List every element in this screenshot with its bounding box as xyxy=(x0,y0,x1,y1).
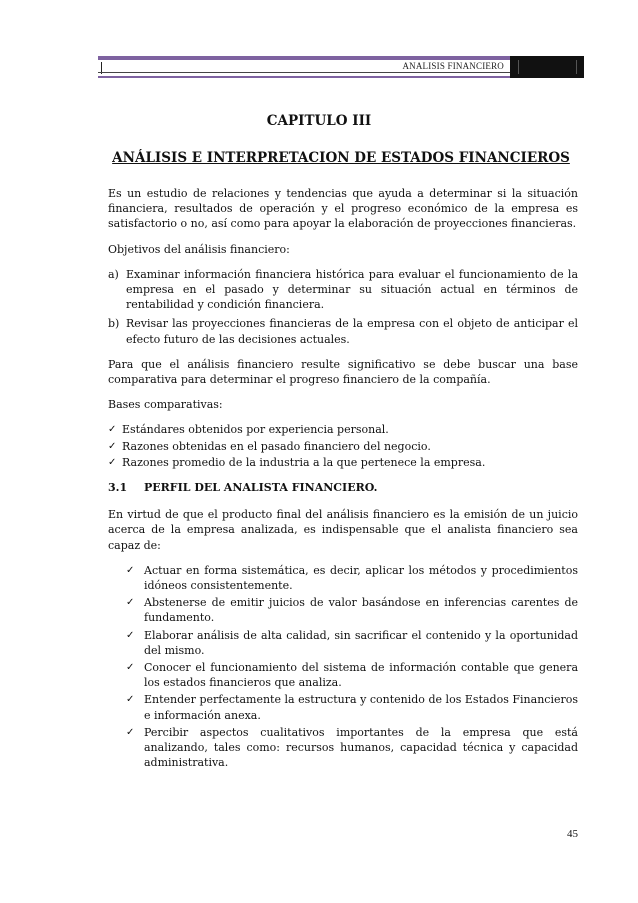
list-item-text: Elaborar análisis de alta calidad, sin sacrificar el contenido y la oportunidad del mismo. xyxy=(144,628,578,657)
section-heading xyxy=(108,480,578,495)
bases-heading: Bases comparativas: xyxy=(108,398,223,412)
list-item xyxy=(126,628,578,658)
list-item-text: Percibir aspectos cualitativos importantes de la empresa que está analizando, tales como: recursos humanos, capacidad técnica y capacidad administrativa. xyxy=(144,725,578,770)
header-rule-bottom xyxy=(98,76,510,78)
checkmark-icon: ✓ xyxy=(126,662,135,674)
list-item xyxy=(126,692,578,722)
chapter-heading: CAPITULO III xyxy=(266,113,372,129)
list-item-label: b) xyxy=(108,317,120,331)
header-rule-thin xyxy=(98,72,510,73)
list-item xyxy=(108,422,578,437)
list-item-text: Estándares obtenidos por experiencia personal. xyxy=(122,423,389,437)
list-item-text: Conocer el funcionamiento del sistema de información contable que genera los estados financieros que analiza. xyxy=(144,661,578,690)
list-item xyxy=(126,660,578,690)
checkmark-icon: ✓ xyxy=(126,726,135,738)
header-black-block xyxy=(510,56,584,78)
list-item-text: Actuar en forma sistemática, es decir, aplicar los métodos y procedimientos idóneos consistentemente. xyxy=(144,563,578,593)
profile-paragraph: En virtud de que el producto final del análisis financiero es la emisión de un juicio acerca de la empresa analizada, es indispensable que el analista financiero sea capaz de: xyxy=(108,508,578,552)
list-item-text: Abstenerse de emitir juicios de valor basándose en inferencias carentes de fundamento. xyxy=(144,596,578,625)
comparison-paragraph: Para que el análisis financiero resulte significativo se debe buscar una base comparativa para determinar el progreso financiero de la compañía. xyxy=(108,357,578,387)
section-title: PERFIL DEL ANALISTA FINANCIERO. xyxy=(144,481,378,495)
page-title: ANÁLISIS E INTERPRETACION DE ESTADOS FINANCIEROS xyxy=(112,150,570,166)
section-number: 3.1 xyxy=(108,481,128,495)
list-item-text: Revisar las proyecciones financieras de la empresa con el objeto de anticipar el efecto futuro de las decisiones actuales. xyxy=(126,317,578,346)
document-body xyxy=(108,186,578,773)
checkmark-icon: ✓ xyxy=(126,564,135,576)
header-title: ANALISIS FINANCIERO xyxy=(402,61,504,71)
list-item xyxy=(126,595,578,625)
list-item xyxy=(108,455,578,470)
objectives-list xyxy=(108,267,578,347)
list-item xyxy=(108,267,578,313)
list-item-label: a) xyxy=(108,267,119,281)
page-number: 45 xyxy=(567,828,578,840)
objectives-heading: Objetivos del análisis financiero: xyxy=(108,242,290,256)
list-item xyxy=(126,725,578,771)
list-item xyxy=(108,316,578,346)
list-item-text: Razones obtenidas en el pasado financiero del negocio. xyxy=(122,439,431,453)
list-item-text: Examinar información financiera histórica para evaluar el funcionamiento de la empresa en el pasado y determinar su situación actual en términos de rentabilidad y condición financiera. xyxy=(126,267,578,312)
list-item-text: Entender perfectamente la estructura y contenido de los Estados Financieros e información anexa. xyxy=(144,693,578,722)
list-item xyxy=(108,439,578,454)
duties-list xyxy=(108,563,578,771)
bases-list xyxy=(108,422,578,470)
list-item-text: Razones promedio de la industria a la que pertenece la empresa. xyxy=(122,455,486,469)
header-rule-top xyxy=(98,56,510,60)
checkmark-icon: ✓ xyxy=(126,694,135,706)
checkmark-icon: ✓ xyxy=(108,456,117,468)
running-header xyxy=(98,56,584,80)
checkmark-icon: ✓ xyxy=(108,424,117,436)
checkmark-icon: ✓ xyxy=(126,629,135,641)
list-item xyxy=(126,563,578,593)
intro-paragraph: Es un estudio de relaciones y tendencias que ayuda a determinar si la situación financiera, resultados de operación y el progreso económico de la empresa es satisfactorio o no, así como para apoyar la elaboración de proyecciones financieras. xyxy=(108,187,578,231)
checkmark-icon: ✓ xyxy=(126,597,135,609)
checkmark-icon: ✓ xyxy=(108,440,117,452)
